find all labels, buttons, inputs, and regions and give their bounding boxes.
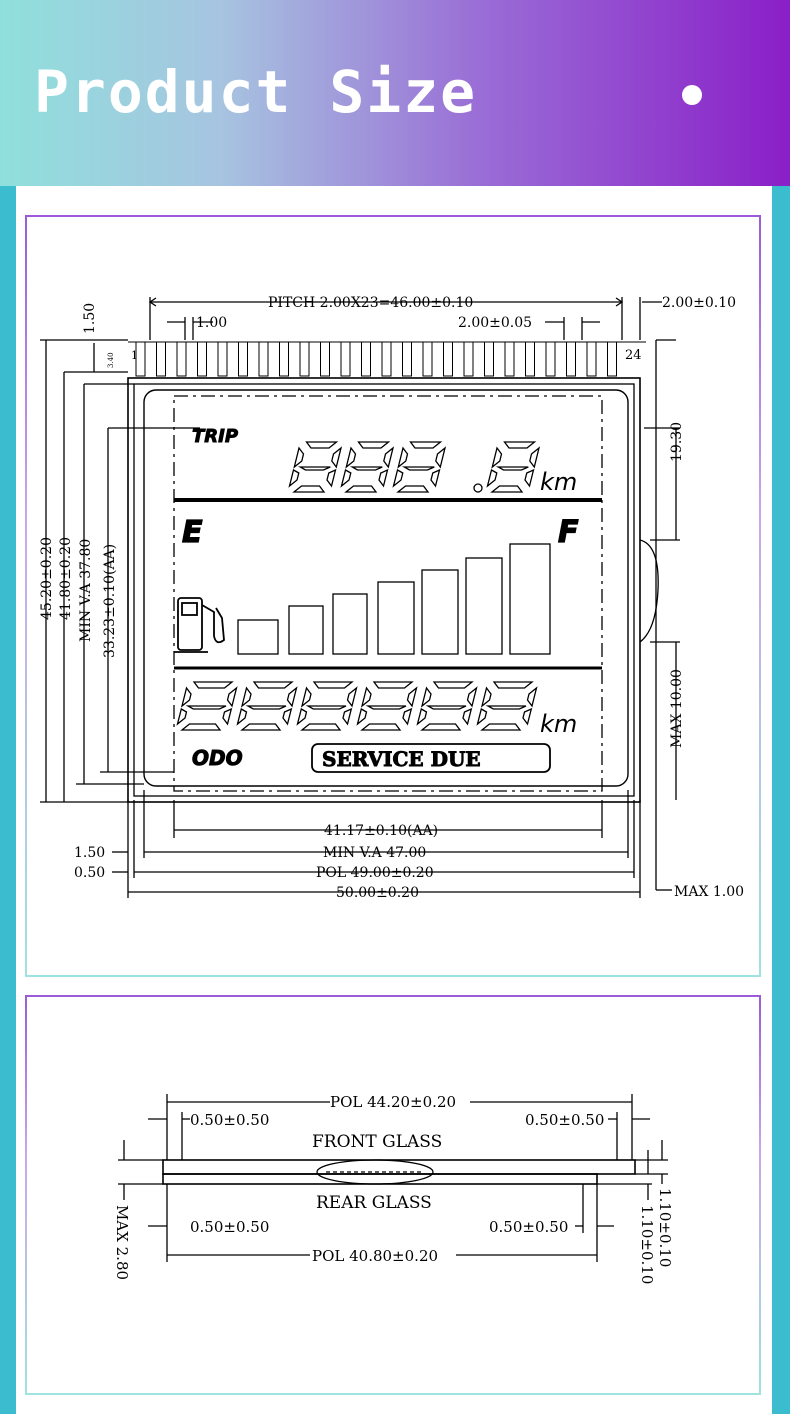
right-top-label: 19.30 — [669, 421, 685, 462]
digit-segment — [488, 706, 526, 709]
empty-label: E — [182, 515, 203, 550]
thickness-1-label: 1.10±0.10 — [656, 1188, 674, 1268]
digit-segment — [411, 442, 441, 448]
pin — [423, 342, 432, 376]
digit-segment — [343, 709, 351, 724]
pin — [546, 342, 555, 376]
small-offset-label: 3.40 — [107, 352, 115, 368]
page-title: Product Size — [34, 58, 478, 126]
digit-segment — [332, 448, 341, 467]
trip-label: TRIP — [192, 426, 239, 447]
digit-segment — [463, 709, 471, 724]
pol-bottom-label: POL 40.80±0.20 — [312, 1247, 439, 1265]
digit-segment — [431, 470, 440, 486]
digit-segment — [374, 682, 412, 688]
service-due-label: SERVICE DUE — [322, 747, 481, 771]
trip-digits — [290, 442, 540, 492]
digit-segment — [422, 724, 460, 730]
pin-last-label: 24 — [625, 348, 642, 363]
digit-segment — [398, 486, 428, 492]
digit-segment — [346, 448, 355, 467]
pin — [403, 342, 412, 376]
pin — [300, 342, 309, 376]
fuel-bars — [238, 544, 550, 654]
digit-segment — [379, 470, 388, 486]
pin-row — [128, 342, 646, 376]
pin — [157, 342, 166, 376]
digit-segment — [428, 706, 466, 709]
pin — [567, 342, 576, 376]
fuel-bar — [333, 594, 367, 654]
decimal-point — [474, 484, 482, 492]
pin-first-label: 1 — [131, 349, 138, 362]
front-view-drawing — [27, 217, 759, 975]
digit-segment — [178, 709, 187, 724]
pin — [485, 342, 494, 376]
header-banner — [0, 0, 790, 186]
pin — [362, 342, 371, 376]
digit-segment — [342, 470, 351, 486]
top-right-tolerance: 0.50±0.50 — [525, 1111, 605, 1129]
width-va-label: MIN V.A 47.00 — [323, 845, 427, 861]
digit-segment — [482, 724, 520, 730]
rear-glass — [163, 1174, 597, 1184]
pin — [280, 342, 289, 376]
digit-segment — [302, 688, 311, 706]
left-050-label: 0.50 — [74, 865, 106, 881]
full-label: F — [558, 515, 579, 550]
digit-segment — [403, 709, 411, 724]
pin — [239, 342, 248, 376]
width-pol-label: POL 49.00±0.20 — [316, 865, 434, 881]
dot-icon — [682, 85, 702, 105]
pin — [341, 342, 350, 376]
width-outline-label: 50.00±0.20 — [336, 885, 419, 901]
digit-segment — [523, 709, 531, 724]
pin — [382, 342, 391, 376]
pin — [218, 342, 227, 376]
digit-segment — [362, 724, 400, 730]
fuel-bar — [466, 558, 502, 654]
digit-segment — [505, 442, 535, 448]
digit-segment — [352, 467, 382, 470]
bottom-right-tolerance: 0.50±0.50 — [489, 1218, 569, 1236]
fuel-bar — [289, 606, 323, 654]
digit-segment — [223, 709, 231, 724]
digit-segment — [528, 688, 537, 706]
digit-segment — [242, 724, 280, 730]
fuel-bar — [378, 582, 414, 654]
digit-segment — [478, 709, 487, 724]
odo-digits — [178, 682, 537, 730]
height-aa-label: 33.23±0.10(AA) — [102, 543, 118, 658]
digit-segment — [422, 688, 431, 706]
digit-segment — [242, 688, 251, 706]
height-outline-label: 45.20±0.20 — [39, 537, 55, 620]
digit-segment — [228, 688, 237, 706]
digit-segment — [434, 682, 472, 688]
digit-segment — [283, 709, 291, 724]
digit-segment — [398, 448, 407, 467]
pin — [259, 342, 268, 376]
width-aa-label: 41.17±0.10(AA) — [324, 823, 439, 839]
digit-segment — [254, 682, 292, 688]
pin-width-label: 1.00 — [196, 315, 228, 331]
digit-segment — [182, 688, 191, 706]
digit-segment — [307, 442, 337, 448]
pin — [526, 342, 535, 376]
side-view-drawing — [27, 997, 759, 1393]
height-va-label: MIN V.A 37.80 — [78, 538, 94, 642]
digit-segment — [346, 486, 376, 492]
digit-segment — [368, 706, 406, 709]
left-150-label: 1.50 — [74, 845, 106, 861]
pin — [505, 342, 514, 376]
digit-segment — [302, 724, 340, 730]
pin — [464, 342, 473, 376]
digit-segment — [530, 448, 539, 467]
digit-segment — [384, 448, 393, 467]
pin — [198, 342, 207, 376]
trip-km-label: km — [540, 468, 578, 496]
front-view-panel — [25, 215, 761, 977]
digit-segment — [300, 467, 330, 470]
rear-glass-label: REAR GLASS — [316, 1193, 432, 1213]
digit-segment — [408, 688, 417, 706]
odo-km-label: km — [540, 710, 578, 738]
digit-segment — [290, 470, 299, 486]
height-pol-label: 41.80±0.20 — [58, 537, 74, 620]
digit-segment — [488, 470, 497, 486]
pin — [177, 342, 186, 376]
digit-segment — [418, 709, 427, 724]
digit-segment — [436, 448, 445, 467]
pin — [608, 342, 617, 376]
digit-segment — [468, 688, 477, 706]
digit-segment — [294, 486, 324, 492]
side-view-panel — [25, 995, 761, 1395]
digit-segment — [359, 442, 389, 448]
digit-segment — [194, 682, 232, 688]
digit-segment — [314, 682, 352, 688]
pitch-label: PITCH 2.00X23=46.00±0.10 — [268, 295, 474, 311]
bottom-left-tolerance: 0.50±0.50 — [190, 1218, 270, 1236]
max-thickness-label: MAX 1.00 — [674, 884, 745, 900]
digit-segment — [492, 486, 522, 492]
fuel-pump-icon — [174, 598, 224, 652]
digit-segment — [327, 470, 336, 486]
digit-segment — [482, 688, 491, 706]
pin — [587, 342, 596, 376]
digit-segment — [298, 709, 307, 724]
digit-segment — [498, 467, 528, 470]
digit-segment — [294, 448, 303, 467]
top-left-tolerance: 0.50±0.50 — [190, 1111, 270, 1129]
fuel-bar — [238, 620, 278, 654]
top-offset-label: 1.50 — [82, 302, 98, 334]
digit-segment — [362, 688, 371, 706]
digit-segment — [288, 688, 297, 706]
pin-pitch-label: 2.00±0.05 — [458, 315, 533, 331]
digit-segment — [182, 724, 220, 730]
digit-segment — [358, 709, 367, 724]
right-bottom-label: MAX 10.00 — [669, 669, 685, 748]
digit-segment — [188, 706, 226, 709]
right-edge-label: 2.00±0.10 — [662, 295, 737, 311]
digit-segment — [525, 470, 534, 486]
digit-segment — [394, 470, 403, 486]
digit-segment — [492, 448, 501, 467]
digit-segment — [238, 709, 247, 724]
front-glass-label: FRONT GLASS — [312, 1132, 443, 1152]
digit-segment — [494, 682, 532, 688]
digit-segment — [404, 467, 434, 470]
thickness-2-label: 1.10±0.10 — [638, 1205, 656, 1285]
odo-label: ODO — [192, 746, 243, 770]
pin — [444, 342, 453, 376]
max-thickness-label: MAX 2.80 — [113, 1205, 131, 1281]
digit-segment — [308, 706, 346, 709]
digit-segment — [348, 688, 357, 706]
fuel-bar — [510, 544, 550, 654]
fuel-bar — [422, 570, 458, 654]
digit-segment — [248, 706, 286, 709]
pol-top-label: POL 44.20±0.20 — [330, 1093, 457, 1111]
pin — [321, 342, 330, 376]
